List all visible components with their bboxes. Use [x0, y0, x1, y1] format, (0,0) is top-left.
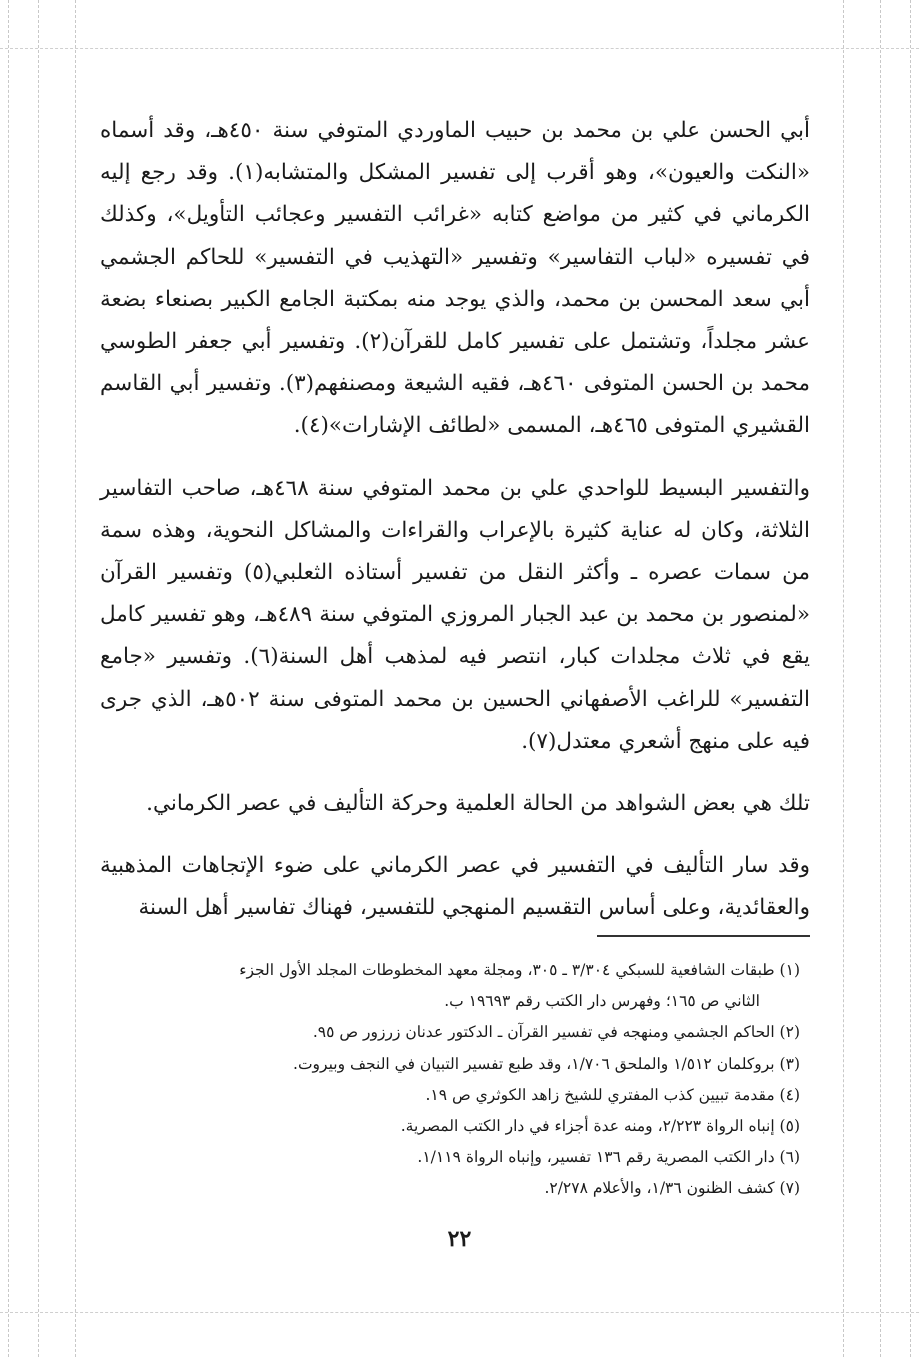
scan-guide-line: [8, 0, 9, 1357]
footnote: (٢) الحاكم الجشمي ومنهجه في تفسير القرآن ـ الدكتور عدنان زرزور ص ٩٥.: [312, 1023, 800, 1042]
scan-guide-line: [75, 0, 76, 1357]
paragraph: تلك هي بعض الشواهد من الحالة العلمية وحركة التأليف في عصر الكرماني.: [146, 791, 810, 817]
scan-guide-line: [843, 0, 844, 1357]
footnote-continuation: الثاني ص ١٦٥؛ وفهرس دار الكتب رقم ١٩٦٩٣ ب.: [444, 992, 760, 1011]
scan-guide-line: [910, 0, 911, 1357]
scan-guide-line: [0, 1312, 919, 1313]
scan-guide-line: [880, 0, 881, 1357]
page-number: ٢٢: [447, 1226, 472, 1252]
footnote: (٤) مقدمة تبيين كذب المفتري للشيخ زاهد الكوثري ص ١٩.: [425, 1085, 800, 1104]
paragraph: والتفسير البسيط للواحدي علي بن محمد المتوفي سنة ٤٦٨هـ، صاحب التفاسير الثلاثة، وكان له عناية كثيرة بالإعراب والقراءات والمشاكل النحوية، وهذه سمة من سمات عصره ـ وأكثر النقل من تفسير أستاذه الثعلبي(٥) وتفسير القرآن «لمنصور بن محمد بن عبد الجبار المروزي المتوفي سنة ٤٨٩هـ، وهو تفسير كامل يقع في ثلاث مجلدات كبار، انتصر فيه لمذهب أهل السنة(٦). وتفسير «جامع التفسير» للراغب الأصفهاني الحسين بن محمد المتوفى سنة ٥٠٢هـ، الذي جرى فيه على منهج أشعري معتدل(٧).: [100, 475, 810, 754]
footnote: (١) طبقات الشافعية للسبكي ٣/٣٠٤ ـ ٣٠٥، ومجلة معهد المخطوطات المجلد الأول الجزء: [239, 961, 800, 979]
footnote: (٥) إنباه الرواة ٢/٢٢٣، ومنه عدة أجزاء في دار الكتب المصرية.: [400, 1117, 800, 1136]
body-text: [100, 110, 810, 930]
footnote-separator: [597, 935, 810, 937]
paragraph: وقد سار التأليف في التفسير في عصر الكرماني على ضوء الإتجاهات المذهبية والعقائدية، وعلى أساس التقسيم المنهجي للتفسير، فهناك تفاسير أهل السنة: [100, 853, 810, 921]
footnote: (٧) كشف الظنون ١/٣٦، والأعلام ٢/٢٧٨.: [544, 1179, 800, 1198]
scan-guide-line: [38, 0, 39, 1357]
footnote: (٣) بروكلمان ١/٥١٢ والملحق ١/٧٠٦، وقد طبع تفسير التبيان في النجف وبيروت.: [293, 1054, 800, 1073]
scan-guide-line: [0, 48, 919, 49]
paragraph: أبي الحسن علي بن محمد بن حبيب الماوردي المتوفي سنة ٤٥٠هـ، وقد أسماه «النكت والعيون»، وهو أقرب إلى تفسير المشكل والمتشابه(١). وقد رجع إليه الكرماني في كثير من مواضع كتابه «غرائب التفسير وعجائب التأويل»، وكذلك في تفسيره «لباب التفاسير» وتفسير «التهذيب في التفسير» للحاكم الجشمي أبي سعد المحسن بن محمد، والذي يوجد منه بمكتبة الجامع الكبير بصنعاء بضعة عشر مجلداً، وتشتمل على تفسير كامل للقرآن(٢). وتفسير أبي جعفر الطوسي محمد بن الحسن المتوفى ٤٦٠هـ، فقيه الشيعة ومصنفهم(٣). وتفسير أبي القاسم القشيري المتوفى ٤٦٥هـ، المسمى «لطائف الإشارات»(٤).: [100, 118, 811, 439]
footnotes: [100, 955, 800, 1205]
footnote: (٦) دار الكتب المصرية رقم ١٣٦ تفسير، وإنباه الرواة ١/١١٩.: [417, 1148, 800, 1167]
